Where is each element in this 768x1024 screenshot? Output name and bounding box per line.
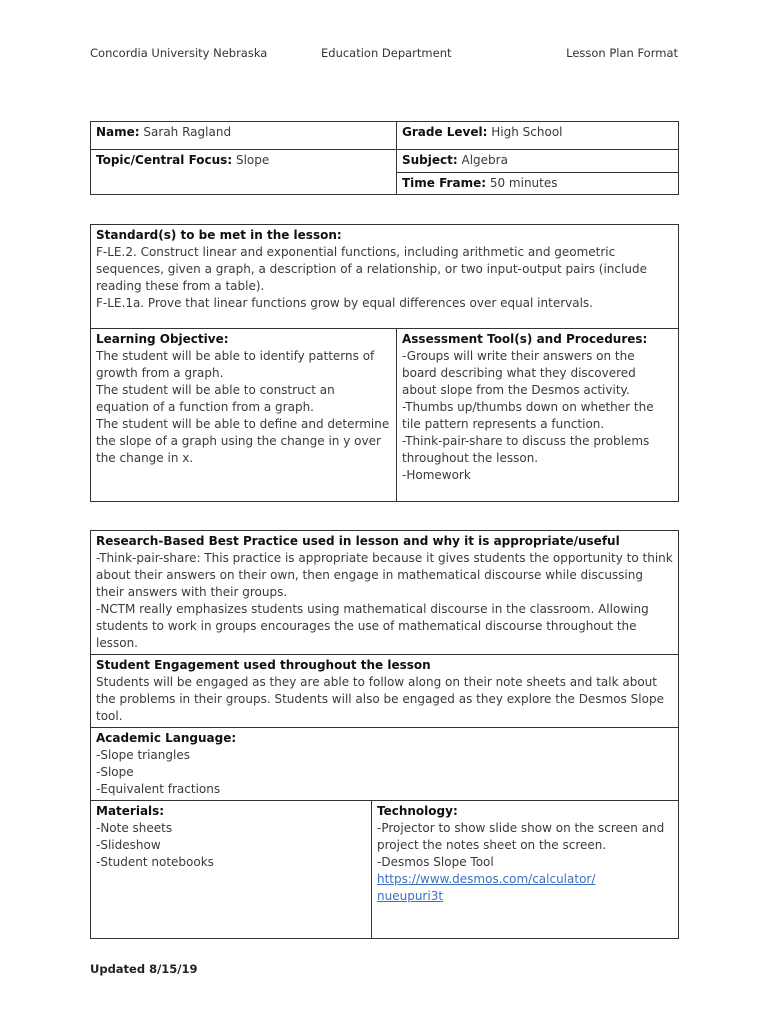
technology-cell: [372, 801, 679, 939]
desmos-link-line1[interactable]: https://www.desmos.com/calculator/: [377, 872, 596, 886]
assessment-item: -Think-pair-share to discuss the problems throughout the lesson.: [402, 434, 650, 465]
objective-heading: Learning Objective:: [96, 332, 229, 346]
engagement-text: Students will be engaged as they are able to follow along on their note sheets and talk about the problems in their groups. Students will also be engaged as they explore the Desmos Slope tool.: [96, 675, 664, 723]
best-practice-heading: Research-Based Best Practice used in lesson and why it is appropriate/useful: [96, 534, 620, 548]
subject-cell: [397, 150, 679, 173]
info-table: [90, 121, 679, 195]
academic-language-heading: Academic Language:: [96, 731, 237, 745]
practice-table: [90, 530, 679, 939]
topic-value: Slope: [235, 153, 270, 167]
standard-item: F-LE.2. Construct linear and exponential functions, including arithmetic and geometric sequences, given a graph, a description of a relationship, or two input-output pairs (include reading these from a table).: [96, 245, 647, 293]
grade-value: High School: [491, 125, 563, 139]
assessment-heading: Assessment Tool(s) and Procedures:: [402, 332, 648, 346]
standards-table: [90, 224, 679, 502]
academic-language-item: -Slope: [96, 765, 134, 779]
subject-value: Algebra: [461, 153, 508, 167]
materials-item: -Student notebooks: [96, 855, 214, 869]
technology-item: -Desmos Slope Tool: [377, 855, 494, 869]
page-header: [90, 46, 678, 64]
materials-cell: [91, 801, 372, 939]
desmos-link-line2[interactable]: nueupuri3t: [377, 889, 444, 903]
best-practice-item: -NCTM really emphasizes students using mathematical discourse in the classroom. Allowing students to work in groups encourages the use of mathematical discourse throughout the lesson.: [96, 602, 649, 650]
materials-item: -Slideshow: [96, 838, 161, 852]
standards-cell: [91, 225, 679, 329]
header-department: Education Department: [321, 46, 452, 60]
topic-label: Topic/Central Focus:: [96, 153, 233, 167]
time-cell: [397, 173, 679, 195]
engagement-cell: [91, 655, 679, 728]
objective-item: The student will be able to identify patterns of growth from a graph.: [96, 349, 375, 380]
standard-item: F-LE.1a. Prove that linear functions grow by equal differences over equal intervals.: [96, 296, 593, 310]
name-value: Sarah Ragland: [143, 125, 232, 139]
desmos-link[interactable]: [377, 871, 673, 905]
standards-heading: Standard(s) to be met in the lesson:: [96, 228, 342, 242]
assessment-item: -Groups will write their answers on the board describing what they discovered about slope from the Desmos activity.: [402, 349, 636, 397]
objective-item: The student will be able to define and determine the slope of a graph using the change in y over the change in x.: [96, 417, 390, 465]
best-practice-cell: [91, 531, 679, 655]
time-value: 50 minutes: [489, 176, 558, 190]
objective-item: The student will be able to construct an equation of a function from a graph.: [96, 383, 335, 414]
academic-language-item: -Slope triangles: [96, 748, 190, 762]
technology-heading: Technology:: [377, 804, 458, 818]
assessment-item: -Homework: [402, 468, 471, 482]
name-label: Name:: [96, 125, 140, 139]
header-format: Lesson Plan Format: [566, 46, 678, 60]
name-cell: [91, 122, 397, 150]
engagement-heading: Student Engagement used throughout the lesson: [96, 658, 431, 672]
assessment-cell: [397, 329, 679, 502]
technology-item: -Projector to show slide show on the screen and project the notes sheet on the screen.: [377, 821, 665, 852]
grade-cell: [397, 122, 679, 150]
updated-date: Updated 8/15/19: [90, 962, 198, 976]
materials-heading: Materials:: [96, 804, 165, 818]
academic-language-cell: [91, 728, 679, 801]
best-practice-item: -Think-pair-share: This practice is appropriate because it gives students the opportunity to think about their answers on their own, then engage in mathematical discourse while discussing their answers with their groups.: [96, 551, 673, 599]
topic-cell: [91, 150, 397, 195]
assessment-item: -Thumbs up/thumbs down on whether the tile pattern represents a function.: [402, 400, 654, 431]
academic-language-item: -Equivalent fractions: [96, 782, 221, 796]
time-label: Time Frame:: [402, 176, 487, 190]
grade-label: Grade Level:: [402, 125, 488, 139]
materials-item: -Note sheets: [96, 821, 173, 835]
header-university: Concordia University Nebraska: [90, 46, 268, 60]
objective-cell: [91, 329, 397, 502]
subject-label: Subject:: [402, 153, 458, 167]
